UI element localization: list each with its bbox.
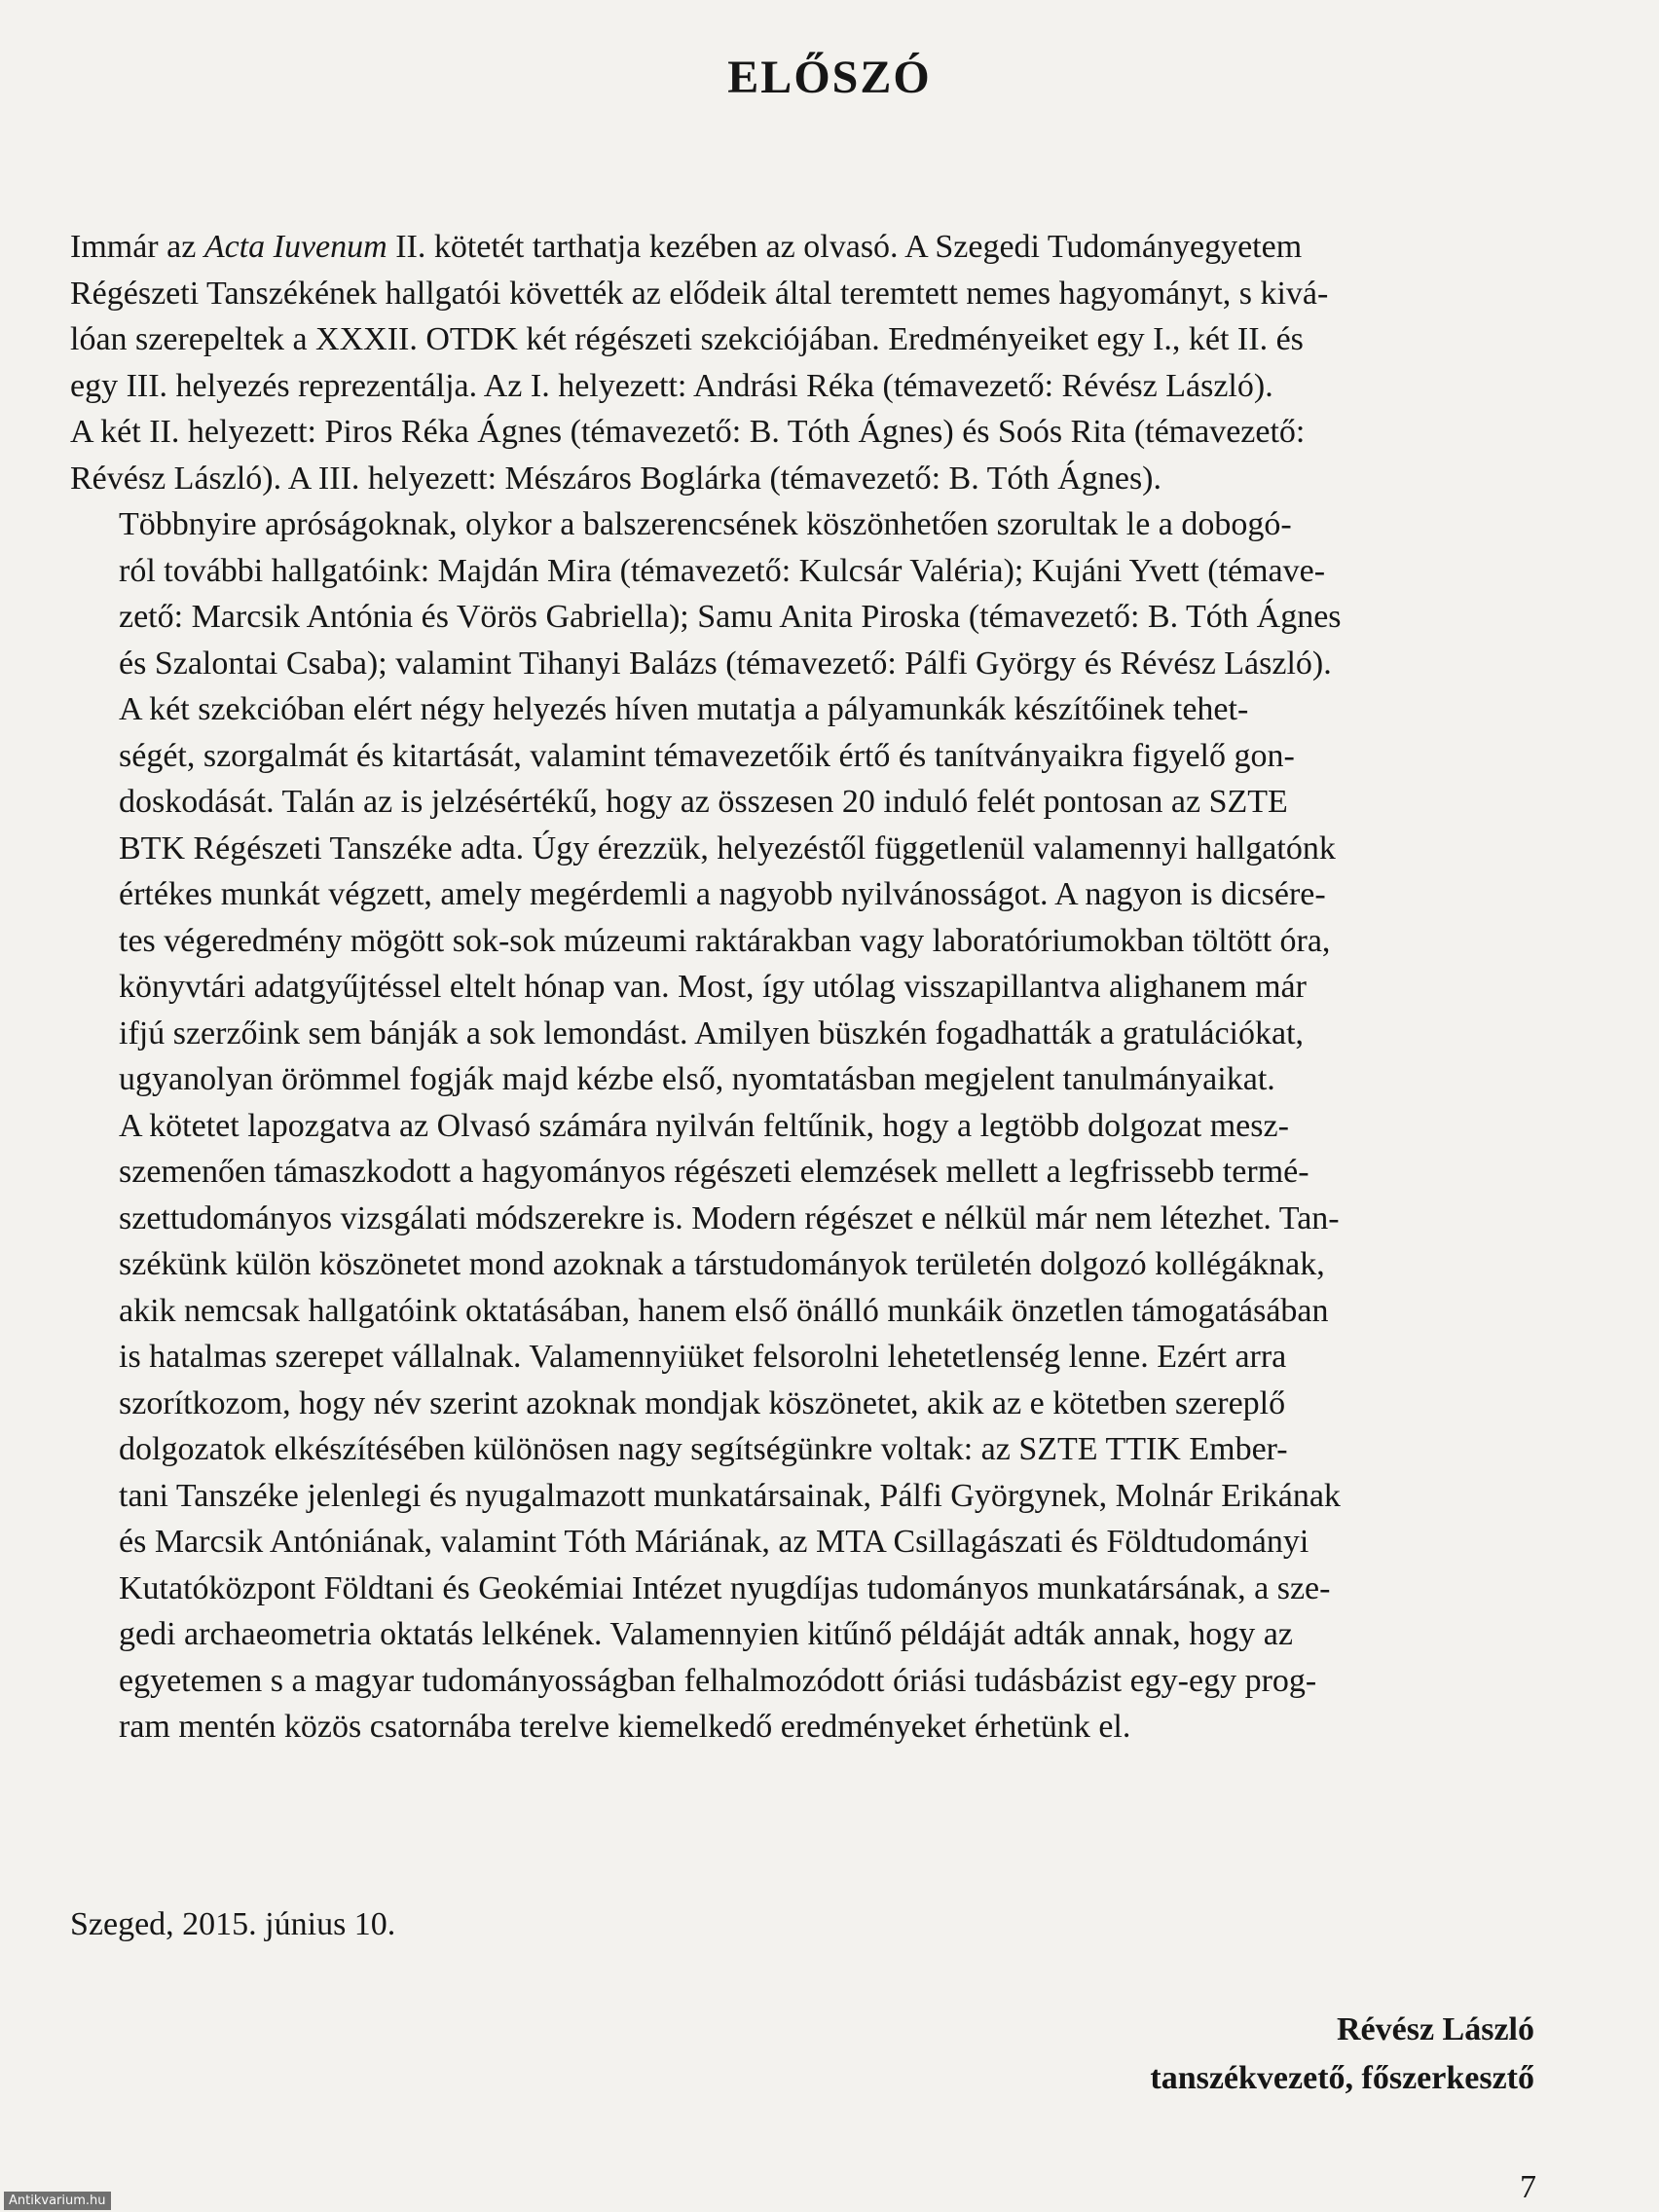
paragraph-2 <box>70 501 1542 686</box>
paragraph-3-line: ségét, szorgalmát és kitartását, valamint témavezetőik értő és tanítványaikra figyelő gon- <box>119 737 1295 774</box>
paragraph-4-line: Kutatóközpont Földtani és Geokémiai Intézet nyugdíjas tudományos munkatársának, a sze- <box>119 1569 1331 1606</box>
paragraph-3-line: tes végeredmény mögött sok-sok múzeumi raktárakban vagy laboratóriumokban töltött óra, <box>119 922 1331 959</box>
paragraph-3 <box>70 686 1542 1103</box>
paragraph-4-line: A kötetet lapozgatva az Olvasó számára nyilván feltűnik, hogy a legtöbb dolgozat mesz- <box>119 1107 1289 1144</box>
paragraph-4-line: dolgozatok elkészítésében különösen nagy segítségünkre voltak: az SZTE TTIK Ember- <box>119 1431 1288 1467</box>
paragraph-4 <box>70 1103 1542 1751</box>
paragraph-4-line: szettudományos vizsgálati módszerekre is. Modern régészet e nélkül már nem létezhet. Tan- <box>119 1199 1340 1236</box>
paragraph-4-line: tani Tanszéke jelenlegi és nyugalmazott munkatársainak, Pálfi Györgynek, Molnár Erikának <box>119 1477 1341 1514</box>
paragraph-1-line: egy III. helyezés reprezentálja. Az I. helyezett: Andrási Réka (témavezető: Révész László). <box>70 367 1273 404</box>
paragraph-3-line: ugyanolyan örömmel fogják majd kézbe első, nyomtatásban megjelent tanulmányaikat. <box>119 1061 1275 1097</box>
signature-block <box>1150 2006 1534 2103</box>
date-line: Szeged, 2015. június 10. <box>70 1906 396 1942</box>
paragraph-1-line: Révész László). A III. helyezett: Mészáros Boglárka (témavezető: B. Tóth Ágnes). <box>70 460 1162 497</box>
preface-body <box>70 224 1542 1751</box>
paragraph-3-line: könyvtári adatgyűjtéssel eltelt hónap van. Most, így utólag visszapillantva alighanem már <box>119 969 1307 1005</box>
paragraph-1-line: A két II. helyezett: Piros Réka Ágnes (témavezető: B. Tóth Ágnes) és Soós Rita (témavezető: <box>70 414 1306 450</box>
paragraph-2-line: zető: Marcsik Antónia és Vörös Gabriella); Samu Anita Piroska (témavezető: B. Tóth Ágnes <box>119 599 1342 635</box>
paragraph-2-line: és Szalontai Csaba); valamint Tihanyi Balázs (témavezető: Pálfi György és Révész László). <box>119 645 1332 682</box>
paragraph-4-line: egyetemen s a magyar tudományosságban felhalmozódott óriási tudásbázist egy-egy prog- <box>119 1662 1317 1699</box>
paragraph-4-line: szorítkozom, hogy név szerint azoknak mondjak köszönetet, akik az e kötetben szereplő <box>119 1384 1286 1421</box>
line-text: Immár az <box>70 229 204 265</box>
paragraph-3-line: A két szekcióban elért négy helyezés híven mutatja a pályamunkák készítőinek tehet- <box>119 691 1249 727</box>
paragraph-1-line <box>70 224 1542 271</box>
signature-name: Révész László <box>1336 2011 1534 2047</box>
line-text: II. kötetét tarthatja kezében az olvasó. A Szegedi Tudományegyetem <box>387 229 1303 265</box>
paragraph-1 <box>70 224 1542 501</box>
paragraph-2-line: ról további hallgatóink: Majdán Mira (témavezető: Kulcsár Valéria); Kujáni Yvett (témave- <box>119 552 1326 589</box>
watermark: Antikvarium.hu <box>4 2192 111 2210</box>
signature-role: tanszékvezető, főszerkesztő <box>1150 2060 1534 2096</box>
paragraph-2-line: Többnyire apróságoknak, olykor a balszerencsének köszönhetően szorultak le a dobogó- <box>119 506 1292 542</box>
paragraph-4-line: akik nemcsak hallgatóink oktatásában, hanem első önálló munkáik önzetlen támogatásában <box>119 1292 1329 1329</box>
paragraph-4-line: székünk külön köszönetet mond azoknak a társtudományok területén dolgozó kollégáknak, <box>119 1246 1325 1282</box>
paragraph-3-line: doskodását. Talán az is jelzésértékű, hogy az összesen 20 induló felét pontosan az SZTE <box>119 784 1288 820</box>
paragraph-1-line: lóan szerepeltek a XXXII. OTDK két régészeti szekciójában. Eredményeiket egy I., két II. és <box>70 321 1304 357</box>
book-title-italic: Acta Iuvenum <box>203 229 387 265</box>
paragraph-3-line: értékes munkát végzett, amely megérdemli a nagyobb nyilvánosságot. A nagyon is dicsére- <box>119 876 1326 912</box>
paragraph-4-line: szemenően támaszkodott a hagyományos régészeti elemzések mellett a legfrissebb termé- <box>119 1154 1309 1190</box>
paragraph-4-line: is hatalmas szerepet vállalnak. Valamennyiüket felsorolni lehetetlenség lenne. Ezért arra <box>119 1339 1287 1375</box>
paragraph-3-line: BTK Régészeti Tanszéke adta. Úgy érezzük, helyezéstől függetlenül valamennyi hallgatónk <box>119 830 1336 866</box>
paragraph-3-line: ifjú szerzőink sem bánják a sok lemondást. Amilyen büszkén fogadhatták a gratulációkat, <box>119 1014 1305 1051</box>
paragraph-4-line: gedi archaeometria oktatás lelkének. Valamennyien kitűnő példáját adták annak, hogy az <box>119 1616 1293 1652</box>
paragraph-4-line: és Marcsik Antóniának, valamint Tóth Máriának, az MTA Csillagászati és Földtudományi <box>119 1524 1309 1560</box>
page-title: ELŐSZÓ <box>727 52 932 103</box>
paragraph-1-line: Régészeti Tanszékének hallgatói követték az elődeik által teremtett nemes hagyományt, s kivá- <box>70 275 1329 312</box>
page-number: 7 <box>1520 2169 1536 2205</box>
paragraph-4-line: ram mentén közös csatornába terelve kiemelkedő eredményeket érhetünk el. <box>119 1709 1131 1745</box>
